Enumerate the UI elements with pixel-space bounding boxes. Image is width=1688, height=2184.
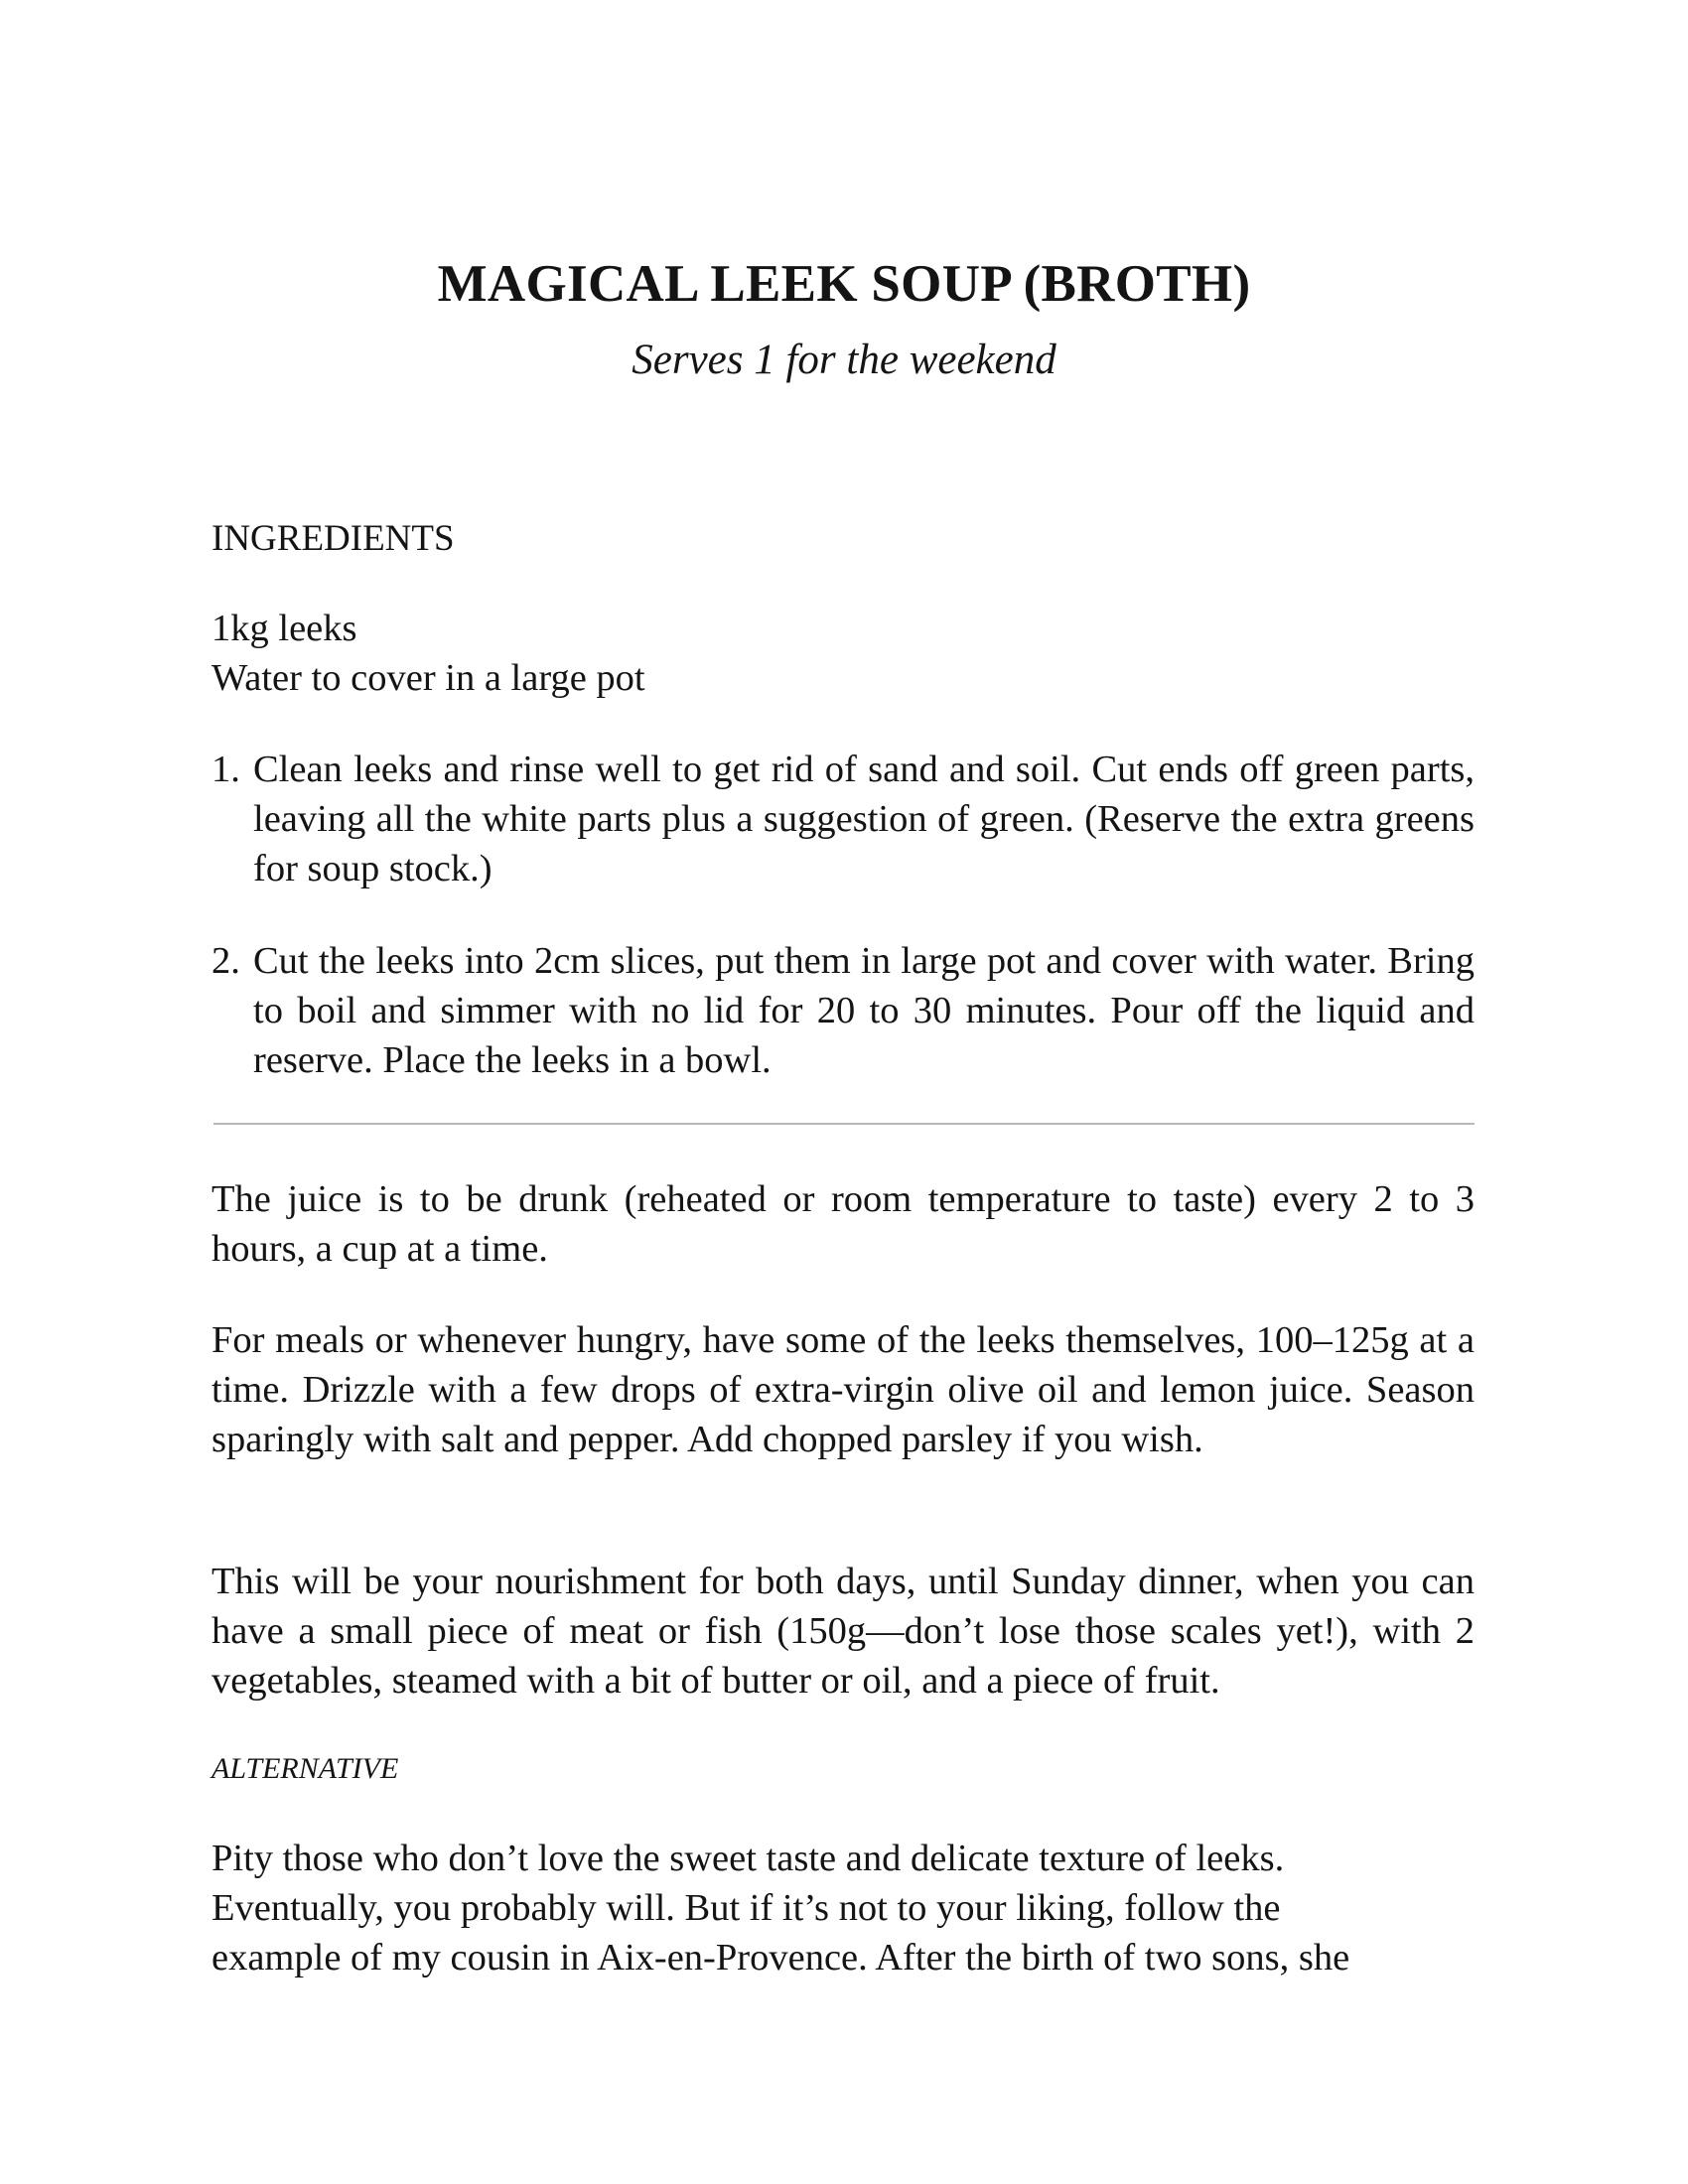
body-paragraph: This will be your nourishment for both days, until Sunday dinner, when you can have a small piece of meat or fish (150g—don’t lose those scales yet!), with 2 vegetables, steamed with a bit of butter or oil, and a piece of fruit. — [211, 1561, 1475, 1702]
ingredients-list — [211, 604, 1475, 703]
section-divider — [213, 1123, 1475, 1125]
step-item — [211, 745, 1475, 893]
ingredient-item: 1kg leeks — [211, 608, 357, 649]
paragraph-line: Pity those who don’t love the sweet taste and delicate texture of leeks. — [211, 1838, 1285, 1879]
ingredient-item: Water to cover in a large pot — [211, 657, 645, 699]
step-number: 2. — [211, 940, 240, 982]
recipe-subtitle: Serves 1 for the weekend — [632, 337, 1056, 383]
step-text: Clean leeks and rinse well to get rid of sand and soil. Cut ends off green parts, leaving all the white parts plus a suggestion of green. (Reserve the extra greens for soup stock.) — [253, 749, 1475, 889]
body-paragraph: For meals or whenever hungry, have some of the leeks themselves, 100–125g at a time. Drizzle with a few drops of extra-virgin olive oil and lemon juice. Season sparingly with salt and pepper. Add chopped parsley if you wish. — [211, 1319, 1475, 1460]
step-text: Cut the leeks into 2cm slices, put them in large pot and cover with water. Bring to boil and simmer with no lid for 20 to 30 minutes. Pour off the liquid and reserve. Place the leeks in a bowl. — [253, 940, 1475, 1081]
body-paragraph: The juice is to be drunk (reheated or room temperature to taste) every 2 to 3 hours, a cup at a time. — [211, 1178, 1475, 1270]
alternative-heading: ALTERNATIVE — [211, 1752, 399, 1785]
ingredients-heading: INGREDIENTS — [211, 518, 455, 559]
step-number: 1. — [211, 749, 240, 790]
recipe-title: MAGICAL LEEK SOUP (BROTH) — [437, 255, 1251, 313]
alternative-paragraph — [211, 1834, 1475, 1982]
paragraph-line: Eventually, you probably will. But if it’s not to your liking, follow the — [211, 1887, 1281, 1929]
step-item — [211, 936, 1475, 1085]
paragraph-line: example of my cousin in Aix-en-Provence. After the birth of two sons, she — [211, 1937, 1350, 1979]
